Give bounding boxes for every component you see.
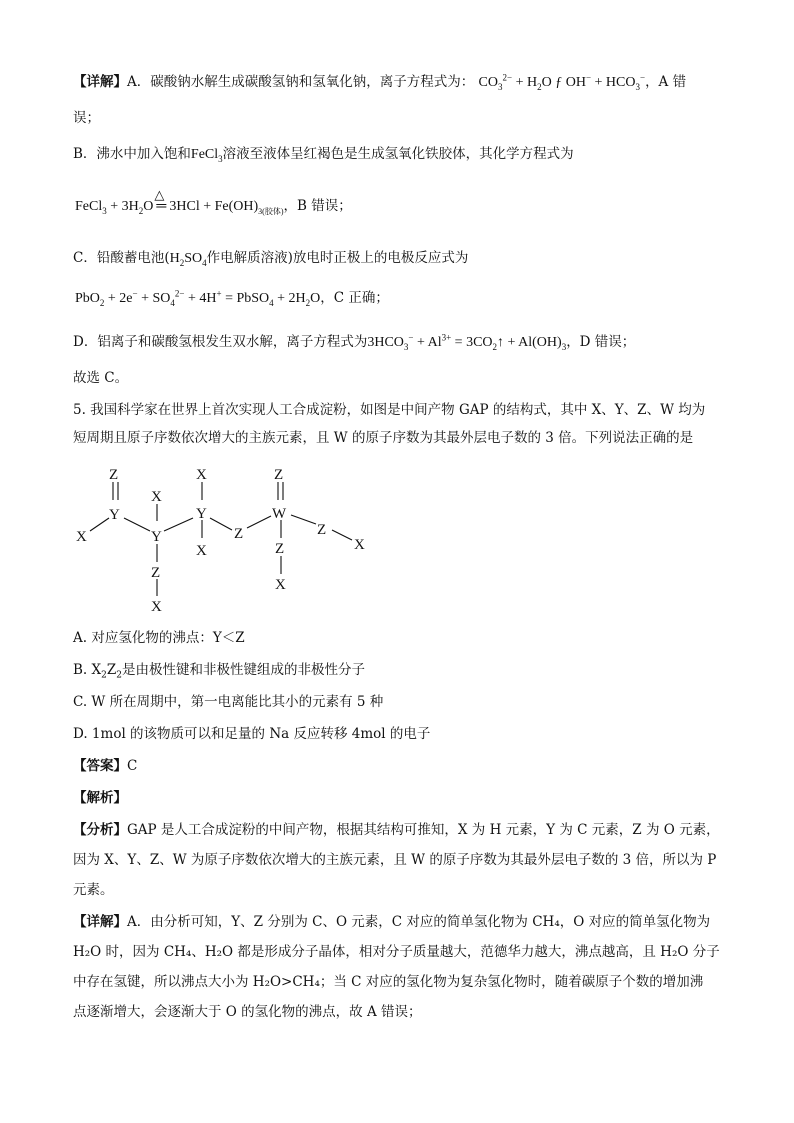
answer-tag: 【答案】 [73, 758, 127, 774]
question-line-1: 5. 我国科学家在世界上首次实现人工合成淀粉，如图是中间产物 GAP 的结构式，其中 X、Y、Z、W 均为 [73, 402, 706, 418]
analysis-tag: 【解析】 [73, 790, 127, 806]
option-b: B. $X_2Z_2$是由极性键和非极性键组成的非极性分子 [73, 662, 365, 681]
fenxi-line-3: 元素。 [73, 882, 114, 898]
line-b: B．沸水中加入饱和FeCl$_3$溶液至液体呈红褐色是生成氢氧化铁胶体，其化学方程式为 [73, 146, 574, 164]
question-line-2: 短周期且原子序数依次增大的主族元素，且 W 的原子序数为其最外层电子数的 3 倍。下列说法正确的是 [73, 430, 694, 446]
xiangjie-line-4: 点逐渐增大，会逐渐大于 O 的氢化物的沸点，故 A 错误； [73, 1004, 422, 1020]
fenxi-line-1: 【分析】GAP 是人工合成淀粉的中间产物，根据其结构可推知，X 为 H 元素，Y 为 C 元素，Z 为 O 元素， [73, 822, 720, 838]
xiangjie-line-1: 【详解】A．由分析可知，Y、Z 分别为 C、O 元素，C 对应的简单氢化物为 CH₄，O 对应的简单氢化物为 [73, 914, 711, 930]
answer-line [73, 756, 137, 776]
atom-x-top-right-y: X [196, 467, 207, 483]
atom-z-right-w: Z [317, 522, 327, 538]
atom-x-above-center: X [151, 489, 162, 505]
detail-a-prev: 【详解】A．碳酸钠水解生成碳酸氢钠和氢氧化钠，离子方程式为： $CO_3^{2-} + H_2O$ ƒ $OH^- + HCO_3^-$，A 错 [73, 72, 687, 92]
fenxi-line-2: 因为 X、Y、Z、W 为原子序数依次增大的主族元素，且 W 的原子序数为其最外层电子数的 3 倍，所以为 P [73, 852, 717, 868]
atom-x-far-left: X [76, 529, 87, 545]
heat-equals-sign: △ ═ [154, 187, 167, 214]
detail-tag: 【详解】 [73, 74, 127, 90]
equation-c: $PbO_2 + 2e^- + SO_4^{2-} + 4H^+$ = PbSO$_4$ + $2H_2O$，C 正确； [75, 288, 389, 308]
gap-structural-formula [60, 458, 480, 628]
atom-z-below-center: Z [151, 565, 161, 581]
atom-z-top-left: Z [109, 467, 119, 483]
atom-y-left: Y [109, 507, 120, 523]
fecl3-formula: FeCl$_3$ [190, 147, 223, 164]
detail-a-text: A．碳酸钠水解生成碳酸氢钠和氢氧化钠，离子方程式为： [127, 74, 475, 90]
option-c: C. W 所在周期中，第一电离能比其小的元素有 5 种 [73, 694, 384, 710]
atom-x-below-center: X [151, 599, 162, 615]
atom-x-right-end: X [354, 537, 365, 553]
conclusion: 故选 C。 [73, 370, 129, 386]
xiangjie-line-2: H₂O 时，因为 CH₄、H₂O 都是形成分子晶体，相对分子质量越大，范德华力越大，沸点越高，且 H₂O 分子 [73, 944, 720, 960]
atom-x-below-w: X [275, 577, 286, 593]
atom-x-below-right-y: X [196, 543, 207, 559]
atom-w: W [272, 506, 287, 522]
line-d: D．铝离子和碳酸氢根发生双水解，离子方程式为$3HCO_3^- + Al^{3+}$ = $3CO_2↑ + Al(OH)_3$，D 错误； [73, 332, 636, 352]
option-d: D. 1mol 的该物质可以和足量的 Na 反应转移 4mol 的电子 [73, 726, 431, 742]
atom-y-center: Y [151, 529, 162, 545]
atom-z-top-w: Z [274, 467, 284, 483]
detail-a-cont: 误； [73, 110, 100, 126]
atom-z-below-w: Z [275, 541, 285, 557]
answer-value: C [127, 758, 138, 774]
atom-z-bridge: Z [234, 526, 244, 542]
equation-b: FeCl$_3$ + $3H_2O$ △ ═ $3HCl + Fe(OH)_{3(胶体)}$，B 错误； [75, 187, 352, 216]
atom-y-right: Y [196, 506, 207, 522]
equation-a: $CO_3^{2-} + H_2O$ ƒ $OH^- + HCO_3^-$ [478, 72, 646, 92]
line-c: C．铅酸蓄电池($H_2SO_4$作电解质溶液)放电时正极上的电极反应式为 [73, 250, 469, 268]
option-a: A. 对应氢化物的沸点：Y＜Z [73, 630, 245, 646]
xiangjie-line-3: 中存在氢键，所以沸点大小为 H₂O>CH₄；当 C 对应的氢化物为复杂氢化物时，随着碳原子个数的增加沸 [73, 974, 704, 990]
